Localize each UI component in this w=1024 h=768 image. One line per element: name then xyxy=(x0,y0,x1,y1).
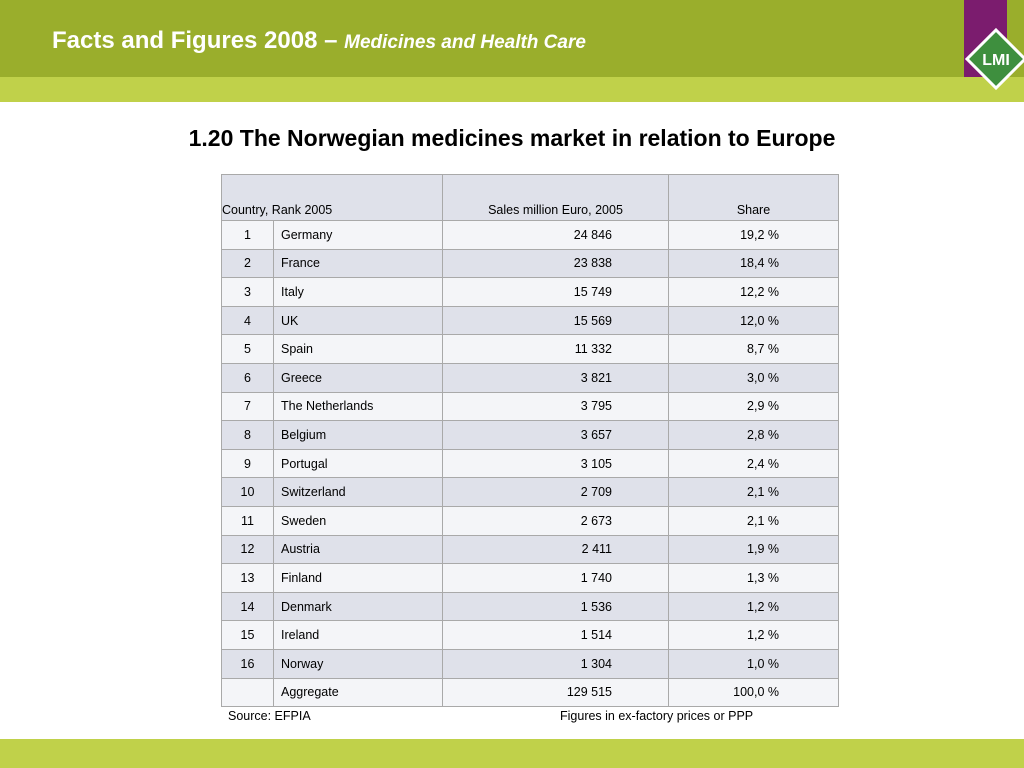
table-row xyxy=(222,678,839,707)
sales-cell: 1 304 xyxy=(443,649,669,678)
header-title xyxy=(52,27,586,55)
country-cell: Spain xyxy=(274,335,443,364)
table-row xyxy=(222,564,839,593)
country-cell: UK xyxy=(274,306,443,335)
source-note: Source: EFPIA xyxy=(228,709,311,723)
table-row xyxy=(222,363,839,392)
table-row xyxy=(222,335,839,364)
rank-cell: 1 xyxy=(222,221,274,250)
table-row xyxy=(222,221,839,250)
country-cell: Italy xyxy=(274,278,443,307)
rank-cell: 9 xyxy=(222,449,274,478)
footer-bar xyxy=(0,739,1024,768)
header-strip xyxy=(0,77,1024,102)
table-row xyxy=(222,506,839,535)
rank-cell: 10 xyxy=(222,478,274,507)
rank-cell xyxy=(222,678,274,707)
share-cell: 1,2 % xyxy=(669,621,839,650)
table-row xyxy=(222,278,839,307)
sales-cell: 1 514 xyxy=(443,621,669,650)
column-header-share: Share xyxy=(669,175,839,221)
share-cell: 2,9 % xyxy=(669,392,839,421)
header-title-main: Facts and Figures 2008 – xyxy=(52,27,338,54)
table-body xyxy=(222,221,839,707)
rank-cell: 14 xyxy=(222,592,274,621)
lmi-logo xyxy=(963,26,1024,92)
share-cell: 2,1 % xyxy=(669,478,839,507)
rank-cell: 16 xyxy=(222,649,274,678)
country-cell: France xyxy=(274,249,443,278)
table-row xyxy=(222,449,839,478)
rank-cell: 11 xyxy=(222,506,274,535)
table-row xyxy=(222,392,839,421)
table-row xyxy=(222,478,839,507)
country-cell: Belgium xyxy=(274,421,443,450)
sales-cell: 24 846 xyxy=(443,221,669,250)
share-cell: 8,7 % xyxy=(669,335,839,364)
sales-cell: 2 411 xyxy=(443,535,669,564)
rank-cell: 15 xyxy=(222,621,274,650)
country-cell: Denmark xyxy=(274,592,443,621)
country-cell: Norway xyxy=(274,649,443,678)
sales-cell: 1 740 xyxy=(443,564,669,593)
sales-cell: 3 105 xyxy=(443,449,669,478)
country-cell: Ireland xyxy=(274,621,443,650)
table-row xyxy=(222,306,839,335)
share-cell: 18,4 % xyxy=(669,249,839,278)
column-header-sales: Sales million Euro, 2005 xyxy=(443,175,669,221)
sales-cell: 3 657 xyxy=(443,421,669,450)
country-cell: Aggregate xyxy=(274,678,443,707)
table-row xyxy=(222,535,839,564)
rank-cell: 12 xyxy=(222,535,274,564)
share-cell: 1,2 % xyxy=(669,592,839,621)
sales-cell: 15 569 xyxy=(443,306,669,335)
country-cell: Portugal xyxy=(274,449,443,478)
table-row xyxy=(222,249,839,278)
sales-cell: 2 709 xyxy=(443,478,669,507)
country-cell: Austria xyxy=(274,535,443,564)
sales-cell: 15 749 xyxy=(443,278,669,307)
table-header-row xyxy=(222,175,839,221)
logo-text: LMI xyxy=(982,52,1010,69)
rank-cell: 7 xyxy=(222,392,274,421)
table-row xyxy=(222,621,839,650)
sales-cell: 3 795 xyxy=(443,392,669,421)
country-cell: Switzerland xyxy=(274,478,443,507)
sales-cell: 23 838 xyxy=(443,249,669,278)
share-cell: 2,4 % xyxy=(669,449,839,478)
rank-cell: 6 xyxy=(222,363,274,392)
sales-cell: 2 673 xyxy=(443,506,669,535)
table-row xyxy=(222,649,839,678)
price-note: Figures in ex-factory prices or PPP xyxy=(560,709,754,723)
rank-cell: 3 xyxy=(222,278,274,307)
rank-cell: 8 xyxy=(222,421,274,450)
country-cell: Greece xyxy=(274,363,443,392)
share-cell: 1,3 % xyxy=(669,564,839,593)
section-title: 1.20 The Norwegian medicines market in relation to Europe xyxy=(188,125,836,151)
share-cell: 19,2 % xyxy=(669,221,839,250)
column-header-country: Country, Rank 2005 xyxy=(222,175,443,221)
rank-cell: 2 xyxy=(222,249,274,278)
country-cell: Finland xyxy=(274,564,443,593)
header-title-sub: Medicines and Health Care xyxy=(344,32,586,53)
share-cell: 1,9 % xyxy=(669,535,839,564)
country-cell: The Netherlands xyxy=(274,392,443,421)
share-cell: 2,1 % xyxy=(669,506,839,535)
country-cell: Germany xyxy=(274,221,443,250)
rank-cell: 13 xyxy=(222,564,274,593)
rank-cell: 5 xyxy=(222,335,274,364)
sales-cell: 3 821 xyxy=(443,363,669,392)
share-cell: 1,0 % xyxy=(669,649,839,678)
market-table xyxy=(221,174,839,707)
share-cell: 12,0 % xyxy=(669,306,839,335)
table-row xyxy=(222,421,839,450)
share-cell: 100,0 % xyxy=(669,678,839,707)
sales-cell: 129 515 xyxy=(443,678,669,707)
rank-cell: 4 xyxy=(222,306,274,335)
table-row xyxy=(222,592,839,621)
share-cell: 2,8 % xyxy=(669,421,839,450)
share-cell: 12,2 % xyxy=(669,278,839,307)
country-cell: Sweden xyxy=(274,506,443,535)
sales-cell: 1 536 xyxy=(443,592,669,621)
sales-cell: 11 332 xyxy=(443,335,669,364)
share-cell: 3,0 % xyxy=(669,363,839,392)
